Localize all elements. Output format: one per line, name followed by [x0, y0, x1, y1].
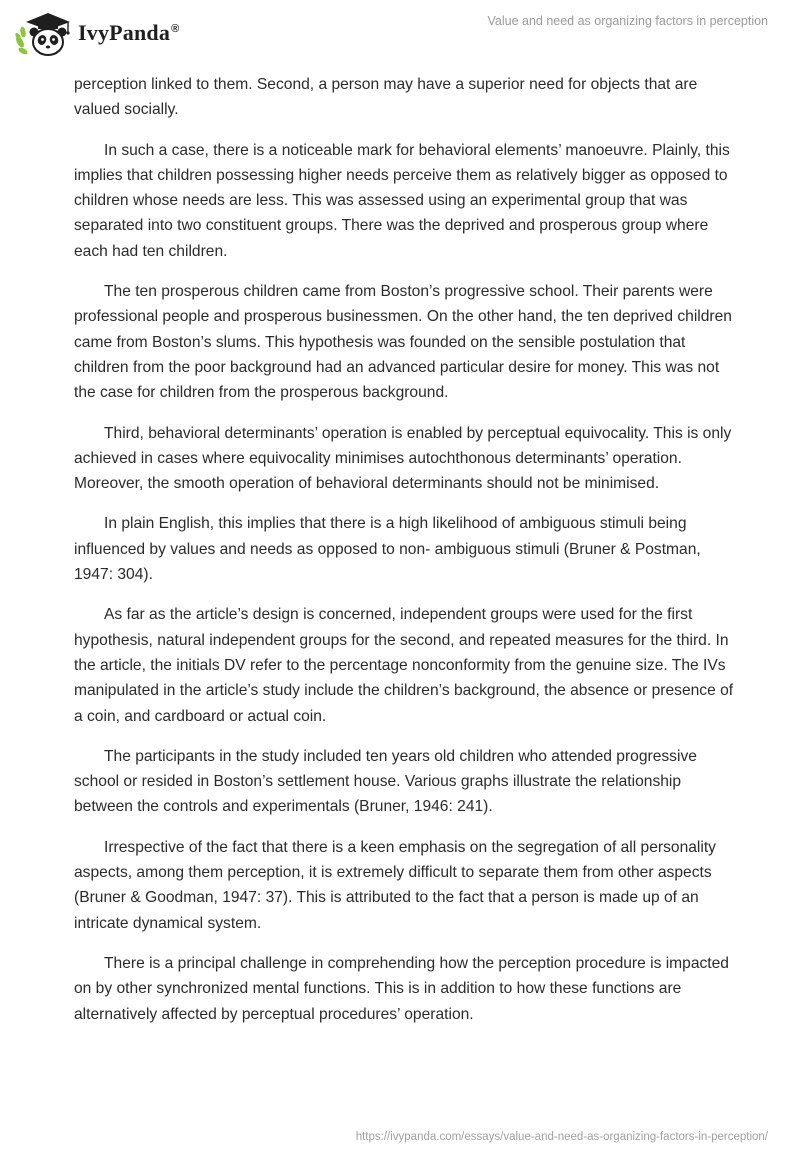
essay-body — [74, 72, 734, 1042]
paragraph-7: The participants in the study included ten years old children who attended progressive school or resided in Boston’s settlement house. Various graphs illustrate the relationship between the controls and experimentals (Bruner, 1946: 241). — [74, 747, 697, 816]
paragraph-8: Irrespective of the fact that there is a keen emphasis on the segregation of all personality aspects, among them perception, it is extremely difficult to separate them from other aspects (Bruner & Goodman, 1947: 37). This is attributed to the fact that a person is made up of an intricate dynamical system. — [74, 838, 716, 932]
paragraph-3: The ten prosperous children came from Boston’s progressive school. Their parents were professional people and prosperous businessmen. On the other hand, the ten deprived children came from Boston’s slums. This hypothesis was founded on the sensible postulation that children from the poor background had an advanced particular desire for money. This was not the case for children from the prosperous background. — [74, 283, 732, 402]
logo-wordmark: IvyPanda® — [78, 20, 180, 45]
site-logo[interactable] — [14, 8, 179, 58]
page-header — [0, 0, 800, 70]
document-title: Value and need as organizing factors in perception — [487, 14, 768, 28]
paragraph-4: Third, behavioral determinants’ operation is enabled by perceptual equivocality. This is only achieved in cases where equivocality minimises autochthonous determinants’ operation. Moreover, the smooth operation of behavioral determinants should not be minimised. — [74, 424, 732, 493]
panda-graduate-icon — [14, 8, 72, 58]
paragraph-2: In such a case, there is a noticeable mark for behavioral elements’ manoeuvre. Plainly, this implies that children possessing higher needs perceive them as relatively bigger as opposed to children whose needs are less. This was assessed using an experimental group that was separated into two constituent groups. There was the deprived and prosperous group where each had ten children. — [74, 141, 730, 260]
paragraph-9: There is a principal challenge in comprehending how the perception procedure is impacted on by other synchronized mental functions. This is in addition to how these functions are alternatively affected by perceptual procedures’ operation. — [74, 954, 729, 1023]
paragraph-5: In plain English, this implies that there is a high likelihood of ambiguous stimuli being influenced by values and needs as opposed to non- ambiguous stimuli (Bruner & Postman, 1947: 304). — [74, 515, 701, 584]
source-url[interactable]: https://ivypanda.com/essays/value-and-need-as-organizing-factors-in-perception/ — [355, 1131, 768, 1143]
paragraph-6: As far as the article’s design is concerned, independent groups were used for the first hypothesis, natural independent groups for the second, and repeated measures for the third. In the article, the initials DV refer to the percentage nonconformity from the genuine size. The IVs manipulated in the article’s study include the children’s background, the absence or presence of a coin, and cardboard or actual coin. — [74, 606, 734, 725]
paragraph-1: perception linked to them. Second, a person may have a superior need for objects that are valued socially. — [74, 76, 698, 119]
